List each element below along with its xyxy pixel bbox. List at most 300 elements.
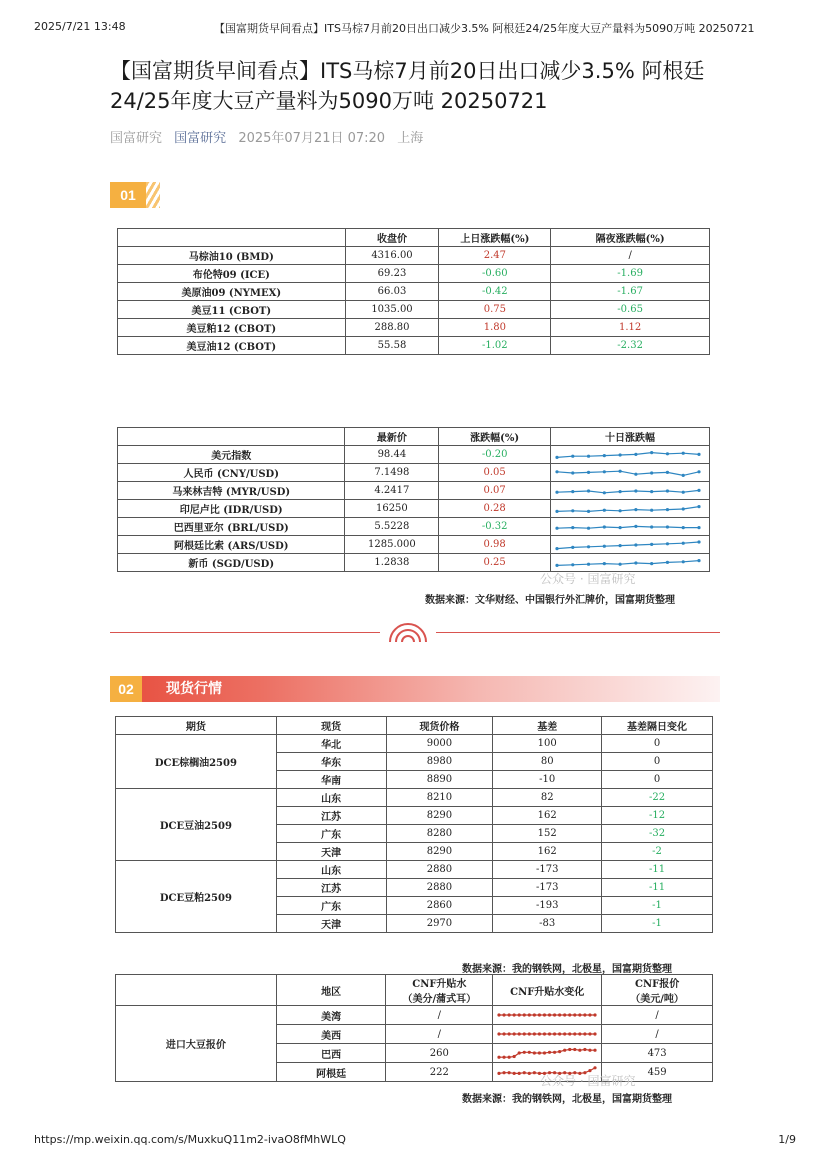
fx-sparkline-point <box>587 562 590 565</box>
fx-col-header: 十日涨跌幅 <box>551 428 710 446</box>
import-sparkline-point <box>594 1049 597 1052</box>
fx-sparkline <box>553 501 703 517</box>
import-sparkline-point <box>584 1032 587 1035</box>
fx-sparkline <box>553 465 703 481</box>
import-sparkline-point <box>528 1032 531 1035</box>
spot-price: 8890 <box>386 771 493 789</box>
futures-prev-change: 1.80 <box>439 319 551 337</box>
import-quote: / <box>602 1006 713 1025</box>
import-sparkline <box>495 1025 599 1043</box>
fx-sparkline-point <box>697 540 700 543</box>
spot-contract: DCE棕榈油2509 <box>116 735 277 789</box>
import-premium-trend <box>493 1044 602 1063</box>
fx-sparkline-point <box>650 508 653 511</box>
import-region: 美西 <box>276 1025 386 1044</box>
fx-currency: 印尼卢比 (IDR/USD) <box>118 500 345 518</box>
spot-basis-change: 0 <box>602 771 713 789</box>
import-sparkline-point <box>503 1071 506 1074</box>
import-sparkline-point <box>558 1013 561 1016</box>
spot-col-header: 现货 <box>276 717 386 735</box>
print-timestamp: 2025/7/21 13:48 <box>34 20 126 33</box>
import-sparkline-point <box>538 1051 541 1054</box>
fx-sparkline-point <box>571 563 574 566</box>
fx-sparkline-point <box>619 490 622 493</box>
import-sparkline-point <box>508 1056 511 1059</box>
import-sparkline-point <box>528 1072 531 1075</box>
import-premium: 222 <box>386 1063 493 1082</box>
fx-sparkline-line <box>557 471 699 475</box>
fx-col-header: 涨跌幅(%) <box>439 428 551 446</box>
fx-ten-day-trend <box>551 464 710 482</box>
fx-sparkline-point <box>619 544 622 547</box>
spot-price: 8290 <box>386 807 493 825</box>
fx-sparkline-point <box>555 470 558 473</box>
spot-price: 2860 <box>386 897 493 915</box>
fx-sparkline-point <box>603 544 606 547</box>
spot-basis: 152 <box>493 825 602 843</box>
fx-sparkline-point <box>619 469 622 472</box>
spot-price: 2880 <box>386 879 493 897</box>
import-sparkline-point <box>558 1032 561 1035</box>
fx-sparkline-point <box>650 562 653 565</box>
import-sparkline-point <box>513 1013 516 1016</box>
fx-ten-day-trend <box>551 554 710 572</box>
spot-source-note: 数据来源：我的钢铁网，北极星，国富期货整理 <box>462 964 672 975</box>
import-sparkline <box>495 1006 599 1024</box>
fx-sparkline-point <box>650 471 653 474</box>
fx-sparkline-point <box>587 509 590 512</box>
article-datetime: 2025年07月21日 07:20 <box>238 131 386 146</box>
fx-col-header: 最新价 <box>345 428 439 446</box>
import-sparkline-point <box>568 1032 571 1035</box>
import-sparkline-point <box>503 1032 506 1035</box>
fx-sparkline-point <box>634 508 637 511</box>
fx-sparkline-point <box>555 455 558 458</box>
futures-night-change: / <box>551 247 710 265</box>
import-quote: / <box>602 1025 713 1044</box>
fx-sparkline-point <box>682 560 685 563</box>
import-sparkline-point <box>533 1032 536 1035</box>
fx-sparkline <box>553 483 703 499</box>
fx-sparkline-point <box>697 505 700 508</box>
futures-row <box>118 319 710 337</box>
fx-sparkline-point <box>587 526 590 529</box>
spot-price: 8210 <box>386 789 493 807</box>
import-sparkline-point <box>543 1032 546 1035</box>
spot-region: 天津 <box>276 843 386 861</box>
fx-sparkline-point <box>555 547 558 550</box>
import-col-header: CNF报价 （美元/吨） <box>602 975 713 1006</box>
fx-sparkline-point <box>682 473 685 476</box>
article-meta <box>110 127 431 146</box>
fx-change: 0.98 <box>439 536 551 554</box>
fx-sparkline-point <box>619 453 622 456</box>
fx-sparkline-point <box>603 491 606 494</box>
import-sparkline-point <box>563 1013 566 1016</box>
import-sparkline-point <box>584 1013 587 1016</box>
import-premium: / <box>386 1006 493 1025</box>
import-sparkline-point <box>538 1032 541 1035</box>
futures-close: 4316.00 <box>345 247 439 265</box>
fx-currency: 马来林吉特 (MYR/USD) <box>118 482 345 500</box>
fx-price: 7.1498 <box>345 464 439 482</box>
fx-sparkline-point <box>650 542 653 545</box>
fx-sparkline-point <box>682 490 685 493</box>
spot-contract: DCE豆油2509 <box>116 789 277 861</box>
spot-row <box>116 735 713 753</box>
fx-sparkline-point <box>650 490 653 493</box>
divider-right <box>436 632 720 633</box>
fx-header-row <box>118 428 710 446</box>
futures-row <box>118 301 710 319</box>
fx-sparkline-point <box>697 470 700 473</box>
import-sparkline-point <box>578 1013 581 1016</box>
fx-currency: 人民币 (CNY/USD) <box>118 464 345 482</box>
fx-sparkline-point <box>697 488 700 491</box>
import-sparkline-point <box>548 1032 551 1035</box>
fx-sparkline-point <box>555 509 558 512</box>
divider-left <box>110 632 380 633</box>
spot-basis: 80 <box>493 753 602 771</box>
fx-sparkline-point <box>619 509 622 512</box>
spot-basis: -173 <box>493 861 602 879</box>
fx-sparkline-line <box>557 452 699 457</box>
spot-region: 江苏 <box>276 807 386 825</box>
fx-sparkline-point <box>571 471 574 474</box>
fx-row <box>118 554 710 572</box>
futures-close: 69.23 <box>345 265 439 283</box>
import-premium-trend <box>493 1006 602 1025</box>
import-sparkline-point <box>518 1051 521 1054</box>
futures-instrument: 美豆11 (CBOT) <box>118 301 346 319</box>
import-sparkline-point <box>573 1013 576 1016</box>
fx-sparkline-point <box>682 526 685 529</box>
fx-price: 1.2838 <box>345 554 439 572</box>
futures-col-header: 收盘价 <box>345 229 439 247</box>
import-sparkline-point <box>508 1032 511 1035</box>
futures-night-change: -1.67 <box>551 283 710 301</box>
fx-sparkline-point <box>571 526 574 529</box>
spot-region: 广东 <box>276 897 386 915</box>
spot-region: 江苏 <box>276 879 386 897</box>
futures-col-header: 隔夜涨跌幅(%) <box>551 229 710 247</box>
import-header-row <box>116 975 713 1006</box>
futures-row <box>118 247 710 265</box>
futures-instrument: 美豆油12 (CBOT) <box>118 337 346 355</box>
import-sparkline-point <box>568 1048 571 1051</box>
spot-basis-change: -22 <box>602 789 713 807</box>
spot-basis: -10 <box>493 771 602 789</box>
import-sparkline-point <box>498 1056 501 1059</box>
spot-price: 9000 <box>386 735 493 753</box>
futures-header-row <box>118 229 710 247</box>
import-sparkline-point <box>513 1055 516 1058</box>
fx-sparkline-point <box>571 454 574 457</box>
spot-col-header: 期货 <box>116 717 277 735</box>
spot-basis: 82 <box>493 789 602 807</box>
spot-basis: -173 <box>493 879 602 897</box>
futures-instrument: 美原油09 (NYMEX) <box>118 283 346 301</box>
import-sparkline-point <box>533 1051 536 1054</box>
spot-basis: 100 <box>493 735 602 753</box>
fx-sparkline-point <box>634 472 637 475</box>
import-sparkline-point <box>498 1032 501 1035</box>
import-sparkline-point <box>523 1032 526 1035</box>
fx-sparkline-point <box>650 451 653 454</box>
import-sparkline-point <box>508 1013 511 1016</box>
fx-sparkline-point <box>697 559 700 562</box>
spot-price: 8980 <box>386 753 493 771</box>
import-sparkline-point <box>568 1013 571 1016</box>
import-sparkline-point <box>508 1071 511 1074</box>
fx-row <box>118 500 710 518</box>
import-row <box>116 1006 713 1025</box>
fx-sparkline-point <box>634 524 637 527</box>
fx-sparkline-point <box>571 545 574 548</box>
import-sparkline-point <box>578 1032 581 1035</box>
spot-col-header: 基差隔日变化 <box>602 717 713 735</box>
section-02-title: 现货行情 <box>166 681 222 697</box>
import-sparkline-point <box>498 1072 501 1075</box>
page-number: 1/9 <box>778 1133 796 1146</box>
import-sparkline-point <box>518 1072 521 1075</box>
print-header <box>34 20 792 34</box>
section-02-header <box>110 676 720 702</box>
page-url[interactable]: https://mp.weixin.qq.com/s/MuxkuQ11m2-ivaO8fMhWLQ <box>34 1133 346 1146</box>
fx-sparkline-line <box>557 490 699 492</box>
import-sparkline-point <box>584 1048 587 1051</box>
spot-region: 天津 <box>276 915 386 933</box>
fx-change: 0.05 <box>439 464 551 482</box>
futures-prev-change: 0.75 <box>439 301 551 319</box>
spot-basis-change: -1 <box>602 915 713 933</box>
fx-sparkline-point <box>650 525 653 528</box>
import-premium-trend <box>493 1025 602 1044</box>
fx-ten-day-trend <box>551 518 710 536</box>
import-sparkline-point <box>498 1013 501 1016</box>
import-sparkline-point <box>518 1013 521 1016</box>
import-premium: / <box>386 1025 493 1044</box>
fx-row <box>118 464 710 482</box>
import-group: 进口大豆报价 <box>116 1006 277 1082</box>
import-sparkline-point <box>594 1066 597 1069</box>
import-sparkline-point <box>594 1032 597 1035</box>
print-footer <box>34 1133 796 1147</box>
fx-currency: 美元指数 <box>118 446 345 464</box>
fx-price: 98.44 <box>345 446 439 464</box>
fx-sparkline-point <box>603 470 606 473</box>
spot-col-header: 基差 <box>493 717 602 735</box>
import-sparkline-point <box>528 1051 531 1054</box>
spot-basis-change: -12 <box>602 807 713 825</box>
fx-change: 0.25 <box>439 554 551 572</box>
fx-price: 1285.000 <box>345 536 439 554</box>
fx-sparkline-point <box>587 489 590 492</box>
fx-sparkline <box>553 537 703 553</box>
import-sparkline-point <box>543 1051 546 1054</box>
spot-basis-change: -1 <box>602 897 713 915</box>
fx-sparkline <box>553 447 703 463</box>
import-sparkline-point <box>573 1032 576 1035</box>
import-sparkline-point <box>503 1056 506 1059</box>
fx-sparkline-line <box>557 542 699 549</box>
futures-row <box>118 337 710 355</box>
fx-sparkline-point <box>619 562 622 565</box>
import-col-header: CNF升贴水 （美分/蒲式耳） <box>386 975 493 1006</box>
fx-sparkline-point <box>634 489 637 492</box>
futures-instrument: 美豆粕12 (CBOT) <box>118 319 346 337</box>
import-region: 阿根廷 <box>276 1063 386 1082</box>
futures-close: 55.58 <box>345 337 439 355</box>
futures-night-change: 1.12 <box>551 319 710 337</box>
futures-col-header: 上日涨跌幅(%) <box>439 229 551 247</box>
spot-basis-change: 0 <box>602 735 713 753</box>
article-location: 上海 <box>397 131 424 146</box>
fx-price: 4.2417 <box>345 482 439 500</box>
fx-sparkline-point <box>571 509 574 512</box>
import-premium: 260 <box>386 1044 493 1063</box>
section-01-badge: 01 <box>110 182 146 208</box>
fx-sparkline-point <box>634 561 637 564</box>
article-title: 【国富期货早间看点】ITS马棕7月前20日出口减少3.5% 阿根廷24/25年度大豆产量料为5090万吨 20250721 <box>110 59 705 113</box>
article-author: 国富研究 <box>110 131 163 146</box>
fx-sparkline-point <box>682 451 685 454</box>
fx-change: 0.28 <box>439 500 551 518</box>
import-sparkline-point <box>594 1013 597 1016</box>
fx-sparkline-point <box>555 526 558 529</box>
fx-sparkline-point <box>666 542 669 545</box>
fx-sparkline-point <box>697 452 700 455</box>
import-col-header <box>116 975 277 1006</box>
fx-row <box>118 536 710 554</box>
import-col-header: CNF升贴水变化 <box>493 975 602 1006</box>
import-sparkline-point <box>543 1013 546 1016</box>
futures-prev-change: 2.47 <box>439 247 551 265</box>
fx-sparkline-point <box>603 508 606 511</box>
futures-col-header <box>118 229 346 247</box>
section-01-stripes <box>146 182 160 208</box>
fx-ten-day-trend <box>551 446 710 464</box>
futures-night-change: -2.32 <box>551 337 710 355</box>
fx-sparkline-point <box>571 490 574 493</box>
account-link[interactable]: 国富研究 <box>174 131 227 146</box>
import-sparkline-point <box>589 1032 592 1035</box>
import-sparkline-point <box>503 1013 506 1016</box>
fx-row <box>118 518 710 536</box>
import-sparkline-point <box>563 1032 566 1035</box>
spot-basis-change: -11 <box>602 861 713 879</box>
spot-region: 华北 <box>276 735 386 753</box>
fx-table <box>117 427 710 572</box>
import-sparkline-point <box>533 1071 536 1074</box>
import-sparkline-point <box>553 1051 556 1054</box>
fx-sparkline-line <box>557 506 699 511</box>
spot-region: 华东 <box>276 753 386 771</box>
fx-row <box>118 446 710 464</box>
import-sparkline-point <box>538 1013 541 1016</box>
fx-sparkline-point <box>619 526 622 529</box>
import-sparkline-point <box>578 1049 581 1052</box>
fx-sparkline-point <box>603 454 606 457</box>
fx-sparkline-point <box>682 507 685 510</box>
futures-close: 1035.00 <box>345 301 439 319</box>
futures-table <box>117 228 710 355</box>
import-sparkline-point <box>553 1032 556 1035</box>
futures-close: 288.80 <box>345 319 439 337</box>
fx-sparkline <box>553 555 703 571</box>
fx-sparkline-point <box>603 562 606 565</box>
futures-row <box>118 265 710 283</box>
futures-instrument: 马棕油10 (BMD) <box>118 247 346 265</box>
spot-region: 华南 <box>276 771 386 789</box>
futures-prev-change: -0.42 <box>439 283 551 301</box>
fx-sparkline-point <box>666 452 669 455</box>
watermark: 公众号 · 国富研究 <box>540 572 636 586</box>
futures-row <box>118 283 710 301</box>
import-sparkline-point <box>518 1032 521 1035</box>
spot-price: 8290 <box>386 843 493 861</box>
spot-basis-change: 0 <box>602 753 713 771</box>
fx-sparkline-point <box>666 525 669 528</box>
fx-change: -0.20 <box>439 446 551 464</box>
import-sparkline-point <box>558 1050 561 1053</box>
import-sparkline-point <box>573 1048 576 1051</box>
spot-table <box>115 716 713 933</box>
import-sparkline-point <box>533 1013 536 1016</box>
futures-prev-change: -1.02 <box>439 337 551 355</box>
spot-region: 山东 <box>276 789 386 807</box>
import-quote: 473 <box>602 1044 713 1063</box>
import-region: 巴西 <box>276 1044 386 1063</box>
fx-currency: 阿根廷比索 (ARS/USD) <box>118 536 345 554</box>
import-sparkline-point <box>528 1013 531 1016</box>
fx-price: 5.5228 <box>345 518 439 536</box>
spot-price: 2970 <box>386 915 493 933</box>
spot-basis-change: -2 <box>602 843 713 861</box>
import-sparkline-point <box>589 1049 592 1052</box>
import-quote: 459 <box>602 1063 713 1082</box>
fx-sparkline-point <box>603 525 606 528</box>
fx-change: -0.32 <box>439 518 551 536</box>
fx-sparkline-point <box>587 454 590 457</box>
watermark-2: 公众号 · 国富研究 <box>540 1074 636 1088</box>
spot-basis: -83 <box>493 915 602 933</box>
print-doc-title: 【国富期货早间看点】ITS马棕7月前20日出口减少3.5% 阿根廷24/25年度大豆产量料为5090万吨 20250721 <box>214 22 755 35</box>
spot-basis: 162 <box>493 843 602 861</box>
import-region: 美湾 <box>276 1006 386 1025</box>
fx-sparkline-point <box>682 541 685 544</box>
import-sparkline-point <box>548 1051 551 1054</box>
import-sparkline-point <box>548 1013 551 1016</box>
import-sparkline <box>495 1044 599 1062</box>
fx-sparkline-point <box>666 470 669 473</box>
fx-sparkline-point <box>587 545 590 548</box>
fx-ten-day-trend <box>551 482 710 500</box>
spot-row <box>116 789 713 807</box>
fx-sparkline-point <box>697 526 700 529</box>
section-02-badge: 02 <box>110 676 142 702</box>
fx-sparkline-point <box>634 452 637 455</box>
fx-sparkline-point <box>666 508 669 511</box>
fx-price: 16250 <box>345 500 439 518</box>
spot-header-row <box>116 717 713 735</box>
futures-night-change: -0.65 <box>551 301 710 319</box>
spot-row <box>116 861 713 879</box>
fx-currency: 新币 (SGD/USD) <box>118 554 345 572</box>
import-sparkline-point <box>513 1032 516 1035</box>
fx-change: 0.07 <box>439 482 551 500</box>
spot-price: 8280 <box>386 825 493 843</box>
